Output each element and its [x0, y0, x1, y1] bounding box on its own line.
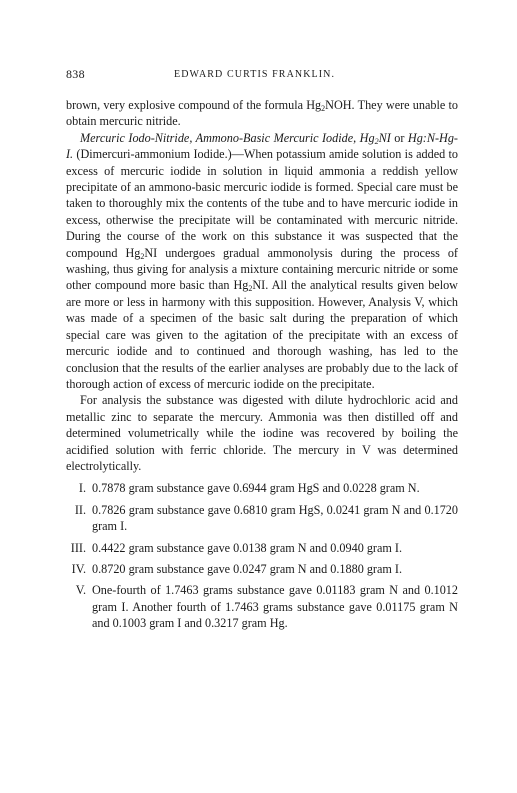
- running-head: EDWARD CURTIS FRANKLIN.: [174, 69, 336, 80]
- section-heading-formula: Hg:N-Hg-I.: [66, 130, 458, 162]
- section-heading-b: NI: [378, 130, 391, 145]
- p1-text-a: brown, very explosive compound of the formula Hg: [66, 98, 322, 112]
- page-header: [66, 66, 458, 86]
- paragraph-3: For analysis the substance was digested with dilute hydrochloric acid and metallic zinc to separate the mercury. Ammonia was then distilled off and determined volumetrically while the iodine was recovered by boiling the acidified solution with ferric chloride. The mercury in V was determined electrolytically.: [66, 393, 458, 473]
- analysis-text: 0.7826 gram substance gave 0.6810 gram HgS, 0.0241 gram N and 0.1720 gram I.: [92, 502, 458, 534]
- section-heading-subscript: 2: [374, 136, 379, 146]
- p1-text-b: NOH. They were unable to obtain mercuric nitride.: [66, 98, 458, 129]
- analysis-number: I.: [78, 481, 86, 496]
- page: [66, 66, 458, 637]
- analysis-item: [66, 480, 458, 496]
- analysis-text: 0.7878 gram substance gave 0.6944 gram HgS and 0.0228 gram N.: [92, 481, 420, 496]
- p2-text-b: NI undergoes gradual ammonolysis during the process of washing, thus giving for analysis a mixture containing mercuric nitride or some other compound more basic than Hg: [66, 245, 458, 293]
- analysis-text: One-fourth of 1.7463 grams substance gave 0.01183 gram N and 0.1012 gram I. Another fourth of 1.7463 grams substance gave 0.01175 gram N and 0.1003 gram I and 0.3217 gram Hg.: [92, 583, 458, 631]
- p2-subscript-b: 2: [140, 251, 145, 261]
- analyses-list: [66, 480, 458, 631]
- p1-subscript: 2: [321, 104, 326, 113]
- section-heading-connector: or: [390, 130, 408, 145]
- analysis-item: [66, 582, 458, 631]
- p2-text-c: NI. All the analytical results given below are more or less in harmony with this supposition. However, Analysis V, which was made of a specimen of the basic salt during the preparation of which special care was given to the agitation of the precipitate with an excess of mercuric iodide and to continued and thorough washing, has led to the conclusion that the results of the earlier analyses are probably due to the lack of thorough action of excess of mercuric iodide on the precipitate.: [66, 278, 458, 391]
- section-heading-a: Mercuric Iodo-Nitride, Ammono-Basic Mercuric Iodide, Hg: [80, 130, 375, 145]
- paragraph-2: [66, 130, 458, 393]
- p2-text-a: (Dimercuri-ammonium Iodide.)—When potassium amide solution is added to excess of mercuric iodide in solution in liquid ammonia a reddish yellow precipitate of an ammono-basic mercuric iodide is formed. Special care must be taken to thoroughly mix the contents of the tube and to have mercuric iodide in excess, otherwise the precipitate will be contaminated with mercuric nitride. During the course of the work on this substance it was suspected that the compound Hg: [66, 147, 458, 260]
- page-number: 838: [66, 67, 85, 81]
- analysis-item: [66, 502, 458, 535]
- paragraph-1: [66, 97, 458, 130]
- analysis-number: II.: [74, 502, 86, 517]
- analysis-number: III.: [70, 540, 86, 555]
- analysis-number: IV.: [71, 561, 86, 576]
- analysis-text: 0.4422 gram substance gave 0.0138 gram N and 0.0940 gram I.: [92, 540, 403, 555]
- analysis-item: [66, 540, 458, 556]
- analysis-number: V.: [75, 583, 86, 598]
- analysis-item: [66, 561, 458, 577]
- body-text: [66, 97, 458, 474]
- analysis-text: 0.8720 gram substance gave 0.0247 gram N and 0.1880 gram I.: [92, 561, 403, 576]
- p2-subscript-c: 2: [248, 284, 253, 294]
